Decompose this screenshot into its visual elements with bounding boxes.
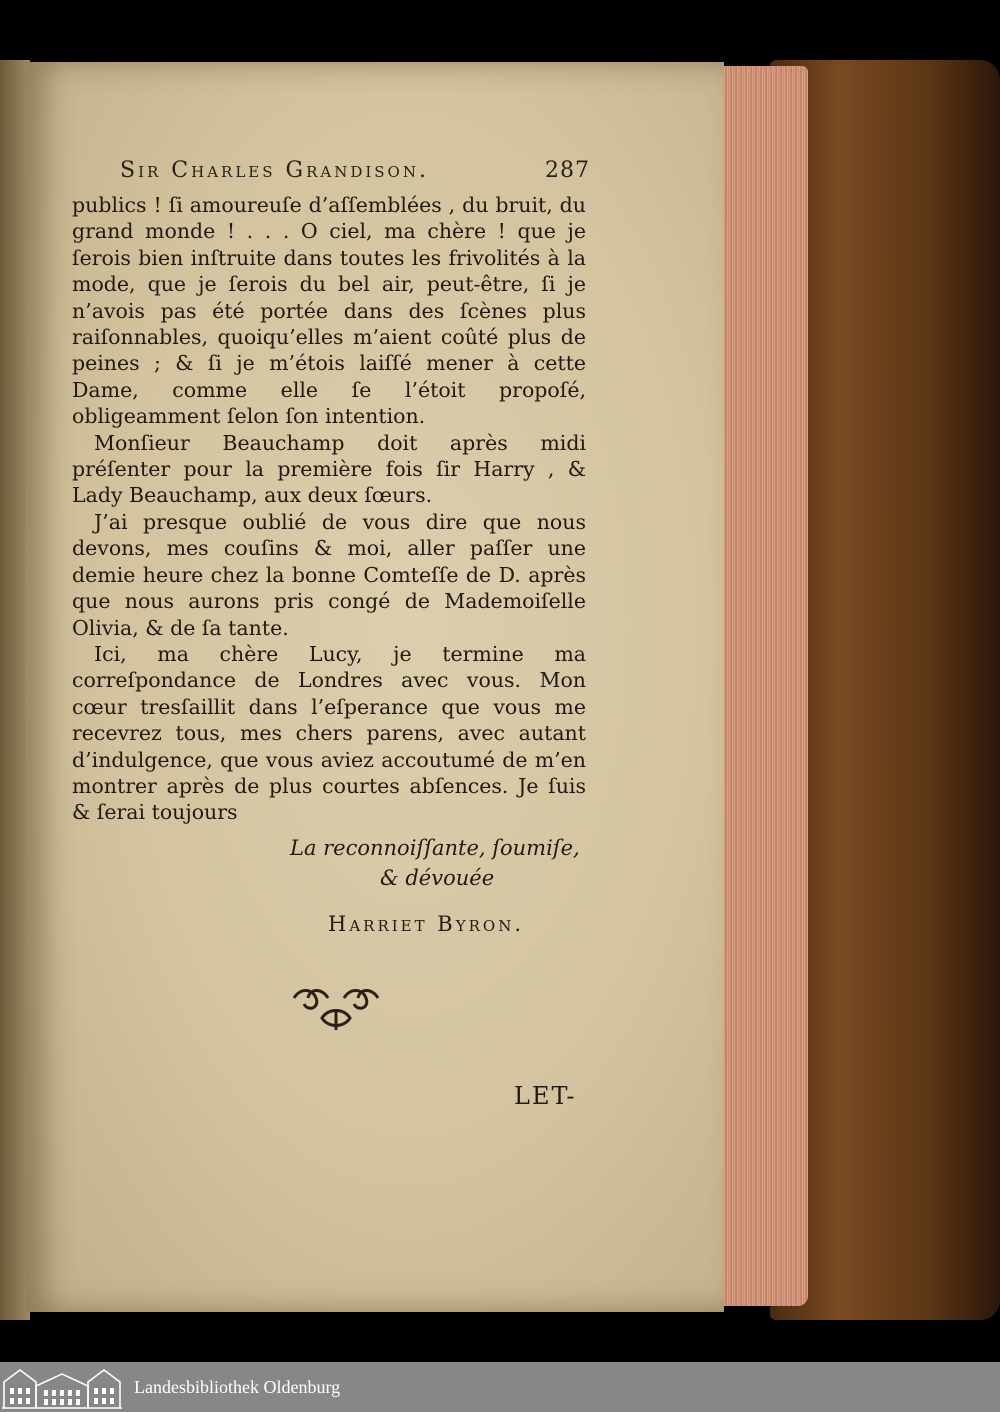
paragraph: publics ! ſi amoureuſe d’aſſemblées , du bruit, du grand monde ! . . . O ciel, ma chère ! que je ſerois bien inſtruite dans toutes les frivolités à la mode, que je ſerois du bel air, peut-être, ſi je n’avois pas été portée dans des ſcènes plus raiſonnables, quoiqu’elles m’aient coûté plus de peines ; & ſi je m’étois laiſſé mener à cette Dame, comme elle ſe l’étoit propoſé, obligeamment ſelon ſon intention. (72, 193, 586, 429)
page-edges (718, 66, 808, 1306)
paragraph: J’ai presque oublié de vous dire que nous devons, mes couſins & moi, aller paſſer une demie heure chez la bonne Comteſſe de D. après que nous aurons pris congé de Mademoiſelle Olivia, & de ſa tante. (72, 509, 586, 640)
paragraph: Ici, ma chère Lucy, je termine ma correſpondance de Londres avec vous. Mon cœur tresſaillit dans l’eſperance que vous me recevrez tous, mes chers parens, avec autant d’indulgence, que vous aviez accoutumé de m’en montrer après de plus courtes abſences. Je ſuis & ſerai toujours (72, 641, 586, 825)
running-head-title: Sir Charles Grandison. (120, 158, 429, 183)
paragraph: Monſieur Beauchamp doit après midi préſenter pour la première fois ſir Harry , & Lady Beauchamp, aux deux ſœurs. (72, 430, 586, 508)
page-number: 287 (545, 158, 590, 183)
closing-line-1: La reconnoiſſante, ſoumiſe, (290, 836, 580, 860)
signature: Harriet Byron. (328, 912, 525, 936)
footer-bar (0, 1362, 1000, 1412)
ornament-icon (286, 984, 386, 1034)
library-name: Landesbibliothek Oldenburg (134, 1377, 341, 1397)
running-head (120, 158, 590, 183)
library-building-icon (0, 1362, 124, 1412)
closing-line-2: & dévouée (380, 866, 495, 890)
body-text (72, 192, 586, 826)
catchword: LET- (514, 1082, 577, 1110)
